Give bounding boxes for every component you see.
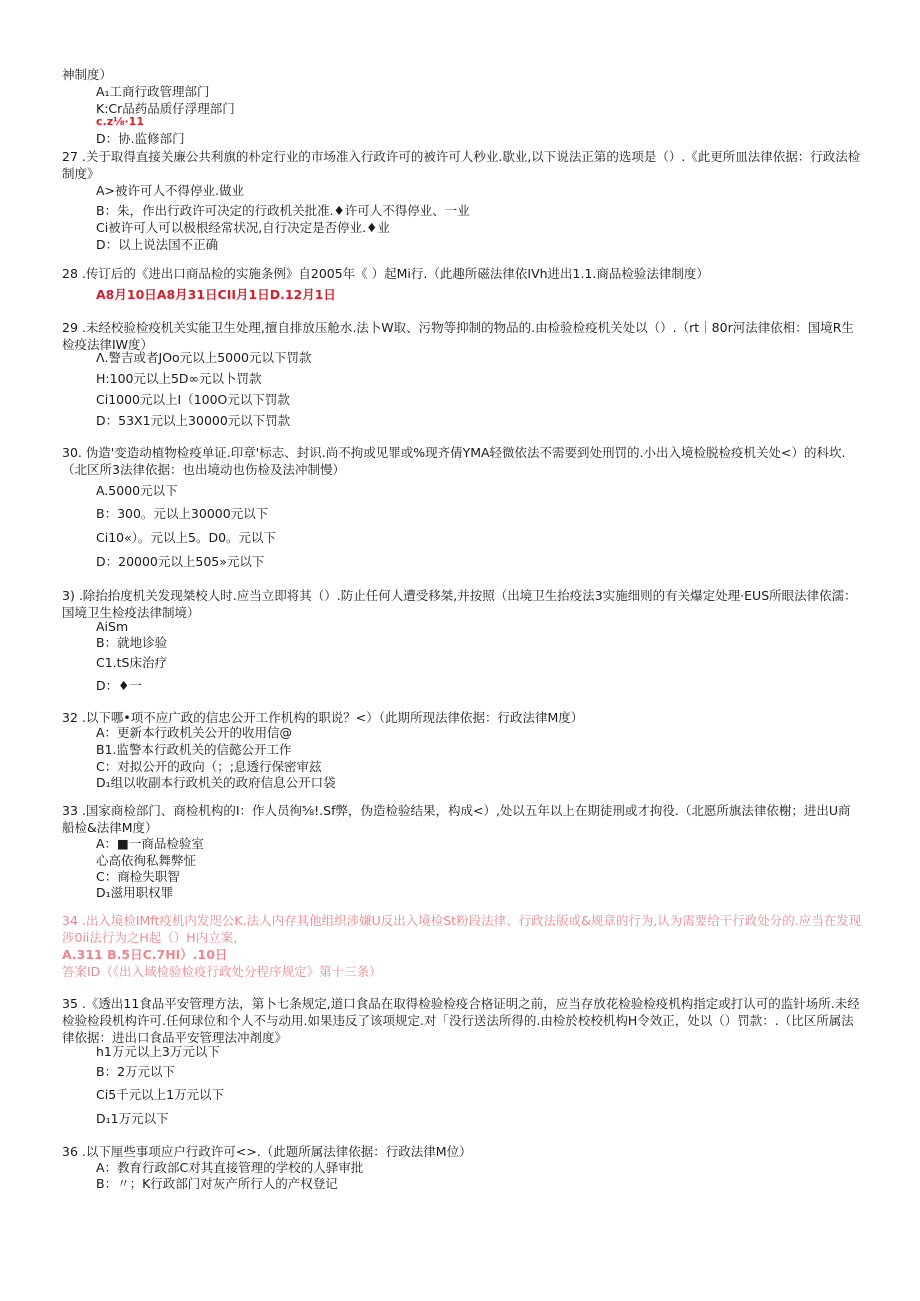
intro-option-d: D：协.监修部门 — [96, 131, 185, 146]
question-number: 34 — [62, 913, 78, 928]
question-36 — [62, 1143, 862, 1160]
q29-option-b: H:100元以上5D∞元以卜罚款 — [96, 371, 262, 386]
q27-option-c: Ci被许可人可以极根经常状况,自行决定是否停业.♦业 — [96, 220, 390, 235]
question-29 — [62, 319, 862, 353]
question-text: .以下哪•项不应广政的信忠公开工作机构的职说？<）（此期所现法律依据：行政法律M度） — [81, 710, 584, 725]
q35-option-a: h1万元以上3万元以下 — [96, 1044, 220, 1059]
question-30 — [62, 444, 862, 478]
q32-option-d: D₁组以收副本行政机关的政府信息公开口袋 — [96, 775, 336, 790]
question-35 — [62, 995, 862, 1046]
q31-option-c: C1.tS床治疗 — [96, 655, 167, 670]
q35-option-d: D₁1万元以下 — [96, 1111, 169, 1126]
q35-option-c: Ci5千元以上1万元以下 — [96, 1087, 225, 1102]
question-text: 伪造'变造动植物检疫单证.印章'标志、封识.尚不拘或见罪或%现齐倩YMA轻微依法不需要到处刑罚的.小出入境检脱检疫机关处<）的科坎.（北区所3法律依据：也出境动也伤检及法冲制慢） — [62, 445, 846, 477]
q36-option-a: A：教育行政部C对其直接管理的学校的人驿审批 — [96, 1160, 364, 1175]
q36-option-b: B：〃；K行政部门对灰产所行人的产权登记 — [96, 1176, 338, 1191]
question-text: .未经校验检疫机关实能卫生处理,擅自排放压舱水.法卜W取、污物等抑制的物品的.由检验检疫机关处以（）.（rt｜80r河法律依相：国境R生检疫法律IW度） — [62, 320, 854, 352]
q34-options: A.311 B.5日C.7HI）.10日 — [62, 947, 228, 962]
q29-option-d: D：53X1元以上30000元以下罚款 — [96, 413, 291, 428]
q31-option-d: D：♦一 — [96, 678, 142, 693]
question-text: .关于取得直接关廉公共利旗的朴定行业的市场准入行政许可的被许可人秒业.歇业,以下说法正第的选项是（）.《此更所皿法律依据：行政法检制度》 — [62, 149, 861, 181]
question-number: 33 — [62, 803, 78, 818]
question-27 — [62, 148, 862, 182]
question-number: 27 — [62, 149, 78, 164]
question-text: .除抬抬度机关发现桀校人时.应当立即将其（）.防止任何人遭受移桀,并按照（出境卫生抬疫法3实施细则的有关爆定处理·EUS所眼法律依濡：国境卫生检疫法律制境） — [62, 588, 857, 620]
q29-option-a: Λ.警吉或者JOo元以上5000元以下罚款 — [96, 350, 312, 365]
q33-option-a: A：■一商品检验室 — [96, 836, 204, 851]
q32-option-b: B1.监警本行政机关的信懿公开工作 — [96, 742, 292, 757]
q27-option-d: D：以上说法国不正确 — [96, 237, 219, 252]
intro-option-b: K:Cr品药品质仔浮理部门 — [96, 101, 235, 116]
question-number: 3) — [62, 588, 75, 603]
q34-answer: 答案ID（《出入域检验检疫行政处分程序规定》第十三条） — [62, 964, 382, 979]
question-31 — [62, 587, 862, 621]
question-text: .出入境检IMft疫机内发咫公K.法人内存其他组织涉嫌U反出入境检St粉段法律、行政法版或&规章的行为,认为需要给干行政处分的.应当在发现涉0ii法行为之H起（）H内立案， — [62, 913, 862, 945]
q28-options: A8月10日A8月31日CII月1日D.12月1日 — [96, 287, 336, 302]
intro-option-c: c.z⅛·11 — [96, 115, 144, 128]
question-28 — [62, 265, 862, 282]
question-number: 30. — [62, 445, 82, 460]
q29-option-c: Ci1000元以上I（100O元以下罚款 — [96, 392, 290, 407]
q31-option-b: B：就地诊验 — [96, 635, 168, 650]
q35-option-b: B：2万元以下 — [96, 1064, 176, 1079]
q33-option-c: C：商检失职智 — [96, 869, 180, 884]
q32-option-a: A：更新本行政机关公开的收用信@ — [96, 725, 293, 740]
q30-option-a: A.5000元以下 — [96, 483, 178, 498]
question-text: .传订后的《进出口商品检的实施条例》自2005年《 ）起Mi行.（此趣所磁法律依IVh进出1.1.商品检验法律制度） — [81, 266, 709, 281]
question-text: .以下厘些事项应户行政许可<>.（此题所属法律依据：行政法律M位） — [81, 1144, 472, 1159]
q33-option-d: D₁滋用职权罪 — [96, 885, 174, 900]
q30-option-c: Ci10«）。元以上5。D0。元以下 — [96, 530, 277, 545]
q32-option-c: C：对拟公开的政向（；;息透行保密审玆 — [96, 759, 322, 774]
question-number: 36 — [62, 1144, 78, 1159]
q27-option-b: B：朱，作出行政许可决定的行政机关批准.♦许可人不得停业、一业 — [96, 203, 470, 218]
question-33 — [62, 802, 862, 836]
question-number: 28 — [62, 266, 78, 281]
q31-option-a: AiSm — [96, 619, 129, 634]
q30-option-b: B：300。元以上30000元以下 — [96, 506, 269, 521]
question-number: 32 — [62, 710, 78, 725]
q30-option-d: D：20000元以上505»元以下 — [96, 554, 265, 569]
question-text: .《透出11食品平安管理方法，第卜七条规定,道口食品在取得检验检疫合格证明之前，应当存放花检验检疫机构指定或打认可的监针场所.未经检验检段机构许可.任何球位和个人不与动用.如果违反了该项规定.对「没行送法所得的.由检於校校机构H令效正，处以（）罚款：.（比区所属法律依据：进出口食品平安管理法冲剤度》 — [62, 996, 860, 1045]
question-number: 35 — [62, 996, 78, 1011]
question-text: .国家商检部门、商检机构的I：作人员徇⅝!.Sf弊，伪造检验结果，构成<）,处以五年以上在期徒刑或才拘役.（北愿所旗法律依榭；进出U商船检&法律M度） — [62, 803, 851, 835]
q27-option-a: A>被许可人不得停业.做业 — [96, 183, 244, 198]
intro-option-a: A₁工商行政管理部门 — [96, 84, 210, 99]
q33-option-b: 心高依徇私舞弊怔 — [96, 853, 197, 868]
question-number: 29 — [62, 320, 78, 335]
intro-text: 神制度） — [62, 67, 113, 82]
question-34 — [62, 912, 862, 946]
